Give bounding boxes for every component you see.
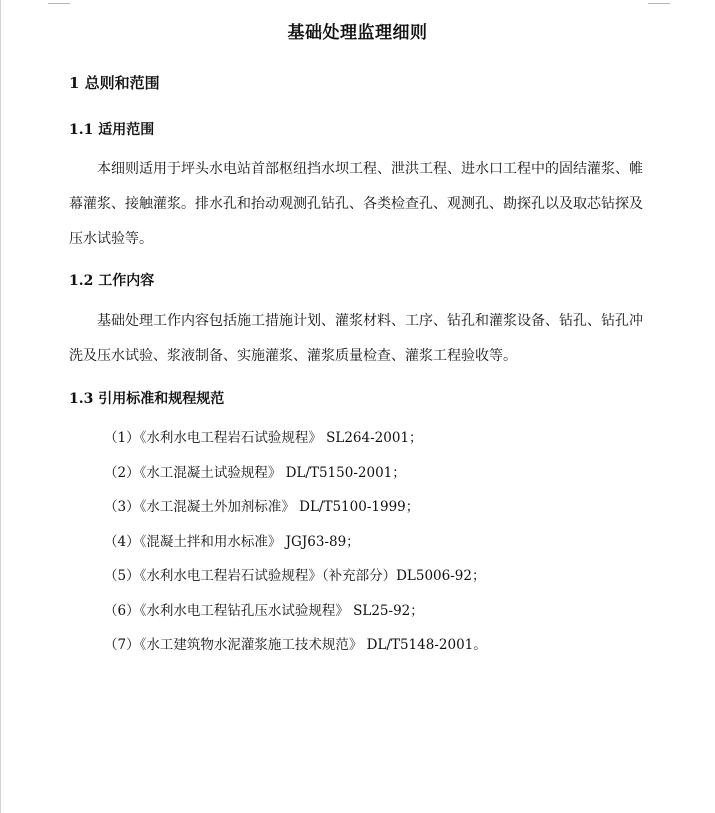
section-heading-1: 1 总则和范围 [69, 74, 160, 92]
list-item: （1）《水利水电工程岩石试验规程》 SL264-2001； [104, 430, 423, 446]
page-corner-mark-right [648, 0, 670, 4]
list-item: （4）《混凝土拌和用水标准》 JGJ63-89； [104, 533, 360, 550]
document-title: 基础处理监理细则 [287, 23, 428, 43]
section-heading-1-3: 1.3 引用标准和规程规范 [69, 391, 225, 407]
list-item: （6）《水利水电工程钻孔压水试验规程》 SL25-92； [104, 602, 424, 619]
list-item: （5）《水利水电工程岩石试验规程》（补充部分）DL5006-92； [104, 568, 486, 584]
paragraph-work-content: 基础处理工作内容包括施工措施计划、灌浆材料、工序、钻孔和灌浆设备、钻孔、钻孔冲洗及压水试验、浆液制备、实施灌浆、灌浆质量检查、灌浆工程验收等。 [69, 313, 643, 364]
list-item: （3）《水工混凝土外加剂标准》 DL/T5100-1999； [104, 499, 420, 515]
page-edge [0, 0, 1, 813]
paragraph-scope: 本细则适用于坪头水电站首部枢纽挡水坝工程、泄洪工程、进水口工程中的固结灌浆、帷幕灌浆、接触灌浆。排水孔和抬动观测孔钻孔、各类检查孔、观测孔、勘探孔以及取芯钻探及压水试验等。 [69, 161, 643, 247]
section-heading-1-1: 1.1 适用范围 [69, 122, 155, 138]
list-item: （2）《水工混凝土试验规程》 DL/T5150-2001； [104, 464, 406, 481]
page-corner-mark-left [48, 0, 70, 4]
list-item: （7）《水工建筑物水泥灌浆施工技术规范》 DL/T5148-2001。 [104, 637, 487, 653]
section-heading-1-2: 1.2 工作内容 [69, 273, 155, 289]
reference-list [104, 428, 487, 670]
